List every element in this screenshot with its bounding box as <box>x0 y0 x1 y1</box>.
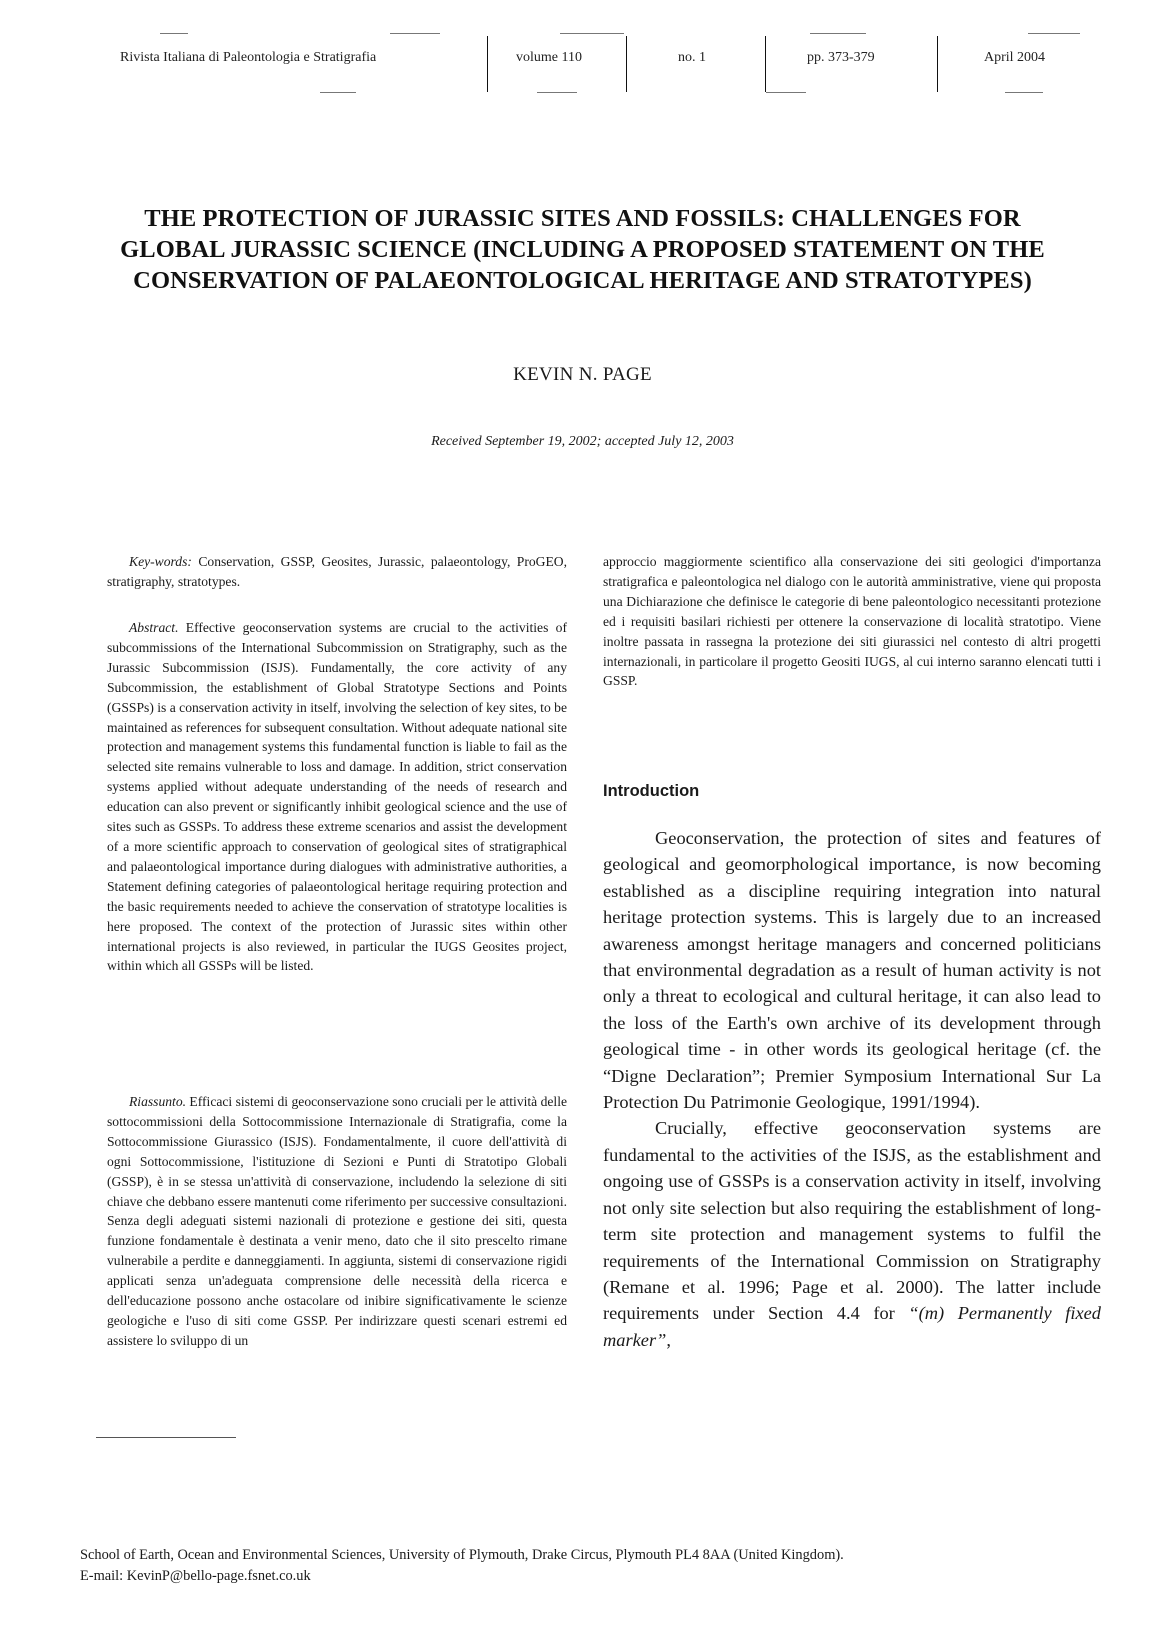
title-line: THE PROTECTION OF JURASSIC SITES AND FOSSILS: CHALLENGES FOR <box>144 205 1021 232</box>
footnote <box>80 1545 844 1587</box>
keywords-text: Conservation, GSSP, Geosites, Jurassic, palaeontology, ProGEO, stratigraphy, stratotypes. <box>107 554 567 589</box>
intro-paragraph: Geoconservation, the protection of sites and features of geological and geomorphological importance, is now becoming established as a discipline requiring integration into natural heritage protection systems. This is largely due to an increased awareness amongst heritage managers and concerned politicians that environmental degradation as a result of human activity is not only a threat to ecological and cultural heritage, it can also lead to the loss of the Earth's own archive of its development through geological time - in other words its geological heritage (cf. the “Digne Declaration”; Premier Symposium International Sur La Protection Du Patrimonie Geologique, 1991/1994). <box>603 828 1101 1113</box>
abstract-label: Abstract. <box>129 620 179 635</box>
riassunto-text: Efficaci sistemi di geoconservazione sono cruciali per le attività delle sottocommissioni della Sottocommissione Internazionale di Stratigrafia, come la Sottocommissione Giurassico (ISJS). Fondamentalmente, il cuore dell'attività di ogni Sottocommissione, l'istituzione di Sezioni e Punti di Stratotipo Globali (GSSP), è in se stessa un'attività di conservazione, includendo la selezione di siti chiave che debbano essere mantenuti come riferimento per successive consultazioni. Senza degli adeguati sistemi nazionali di protezione e gestione dei siti, questa funzione fondamentale è destinata a venir meno, dato che il sito prescelto rimane vulnerabile a perdite e danneggiamenti. In aggiunta, sistemi di conservazione rigidi applicati senza un'adeguata comprensione delle necessità della ricerca e dell'educazione possono anche ostacolare od inibire significativamente le scienze geologiche e l'uso di siti come GSSP. Per indirizzare questi scenari estremi ed assistere lo sviluppo di un <box>107 1094 568 1348</box>
introduction-body <box>603 825 1101 1353</box>
email: E-mail: KevinP@bello-page.fsnet.co.uk <box>80 1568 311 1584</box>
header-divider <box>937 36 938 92</box>
journal-name: Rivista Italiana di Paleontologia e Stratigrafia <box>120 50 377 65</box>
author-name: KEVIN N. PAGE <box>513 364 652 385</box>
header-rule <box>160 33 188 34</box>
intro-paragraph-text: Crucially, effective geoconservation systems are fundamental to the activities of the ISJS, as the establishment and ongoing use of GSSPs is a conservation activity in itself, involving not only site selection but also requiring the establishment of long-term site protection and management systems to fulfil the requirements of the International Commission on Stratigraphy (Remane et al. 1996; Page et al. 2000). The latter include requirements under Section 4.4 for <box>603 1118 1101 1324</box>
intro-paragraph <box>603 1115 1101 1353</box>
header-divider <box>765 36 766 92</box>
intro-paragraph-italic: “(m) Permanently fixed marker” <box>603 1303 1101 1350</box>
article-title <box>60 203 1105 296</box>
riassunto-continuation: approccio maggiormente scientifico alla conservazione dei siti geologici d'importanza stratigrafica e paleontologica nel dialogo con le autorità amministrative, viene qui proposta una Dichiarazione che definisce le categorie di bene paleontologico necessitanti protezione ed i requisiti basilari richiesti per ottenere la conservazione di località stratotipo. Viene inoltre passata in rassegna la protezione dei siti giurassici nel contesto di altri progetti internazionali, in particolare il progetto Geositi IUGS, al cui interno saranno elencati tutti i GSSP. <box>603 554 1101 689</box>
header-rule <box>1005 92 1043 93</box>
header-rule <box>537 92 577 93</box>
header-rule <box>1028 33 1080 34</box>
intro-paragraph-end: , <box>666 1329 671 1350</box>
keywords <box>107 552 567 592</box>
header-rule <box>560 33 624 34</box>
keywords-label: Key-words: <box>129 554 192 569</box>
riassunto <box>107 1092 567 1351</box>
abstract-text: Effective geoconservation systems are crucial to the activities of subcommissions of the International Subcommission on Stratigraphy, such as the Jurassic Subcommission (ISJS). Fundamentally, the core activity of any Subcommission, the establishment of Global Stratotype Sections and Points (GSSPs) is a conservation activity in itself, involving the selection of key sites, to be maintained as references for subsequent consultation. Without adequate national site protection and management systems this fundamental function is liable to fail as the selected site remains vulnerable to loss and damage. In addition, strict conservation systems applied without adequate understanding of the needs of research and education can also prevent or significantly inhibit geological science and the use of sites such as GSSPs. To address these extreme scenarios and assist the development of a more scientific approach to conservation of geological sites of stratigraphical and palaeontological importance during dialogues with administrative authorities, a Statement defining categories of palaeontological heritage requiring protection and the basic requirements needed to achieve the conservation of stratotype localities is here proposed. The context of the protection of Jurassic sites within other international projects is also reviewed, in particular the IUGS Geosites project, within which all GSSPs will be listed. <box>107 620 567 974</box>
header-rule <box>766 92 806 93</box>
title-line: GLOBAL JURASSIC SCIENCE (INCLUDING A PROPOSED STATEMENT ON THE <box>120 236 1045 263</box>
title-line: CONSERVATION OF PALAEONTOLOGICAL HERITAGE AND STRATOTYPES) <box>133 267 1032 294</box>
footnote-rule <box>96 1437 236 1438</box>
header-rule <box>390 33 440 34</box>
issue-label: no. 1 <box>678 50 706 65</box>
header-divider <box>487 36 488 92</box>
abstract <box>107 618 567 976</box>
header-rule <box>810 33 866 34</box>
header-rule <box>320 92 356 93</box>
affiliation: School of Earth, Ocean and Environmental Sciences, University of Plymouth, Drake Circus, Plymouth PL4 8AA (United Kingdom). <box>80 1547 844 1563</box>
section-heading: Introduction <box>603 782 700 800</box>
pages-label: pp. 373-379 <box>807 50 875 65</box>
riassunto-label: Riassunto. <box>129 1094 187 1109</box>
header-divider <box>626 36 627 92</box>
volume-label: volume 110 <box>516 50 582 65</box>
received-dates: Received September 19, 2002; accepted July 12, 2003 <box>431 434 734 449</box>
date-label: April 2004 <box>984 50 1046 65</box>
